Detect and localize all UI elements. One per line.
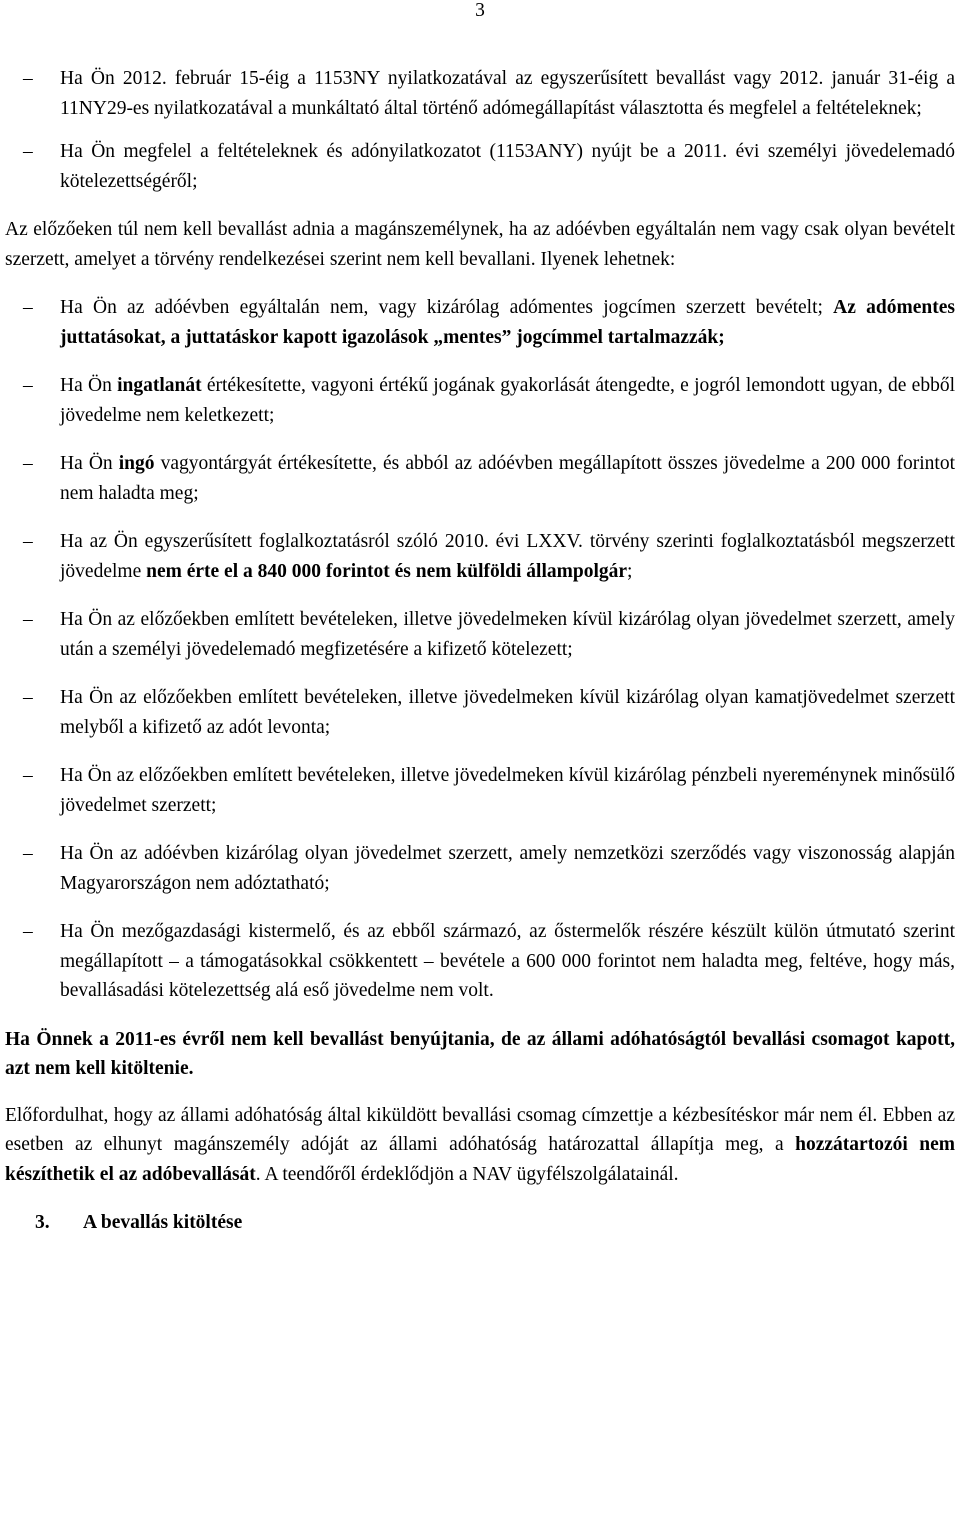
dash-bullet: – (23, 843, 33, 864)
list-item (5, 293, 955, 352)
dash-bullet: – (23, 531, 33, 552)
list-item (5, 917, 955, 1006)
bold-text-run: ingó (118, 453, 155, 474)
list-item (5, 683, 955, 742)
text-run: Ha Ön megfelel a feltételeknek és adónyilatkozatot (1153ANY) nyújt be a 2011. évi személyi jövedelemadó kötelezettségéről; (60, 141, 955, 192)
text-run: Ha Ön az adóévben egyáltalán nem, vagy kizárólag adómentes jogcímen szerzett bevételt; (60, 297, 834, 318)
text-run: Ha Ön (60, 453, 119, 474)
bold-text-run: hozzátartozói nem készíthetik el az adóbevallását (5, 1134, 955, 1185)
text-run: Előfordulhat, hogy az állami adóhatóság által kiküldött bevallási csomag címzettje a kézbesítéskor már nem él. Ebben az esetben az elhunyt magánszemély adóját az állami adóhatóság határozattal állapítja meg, a (5, 1104, 955, 1155)
text-run: értékesítette, vagyoni értékű jogának gyakorlását átengedte, e jogról lemondott ugyan, de ebből jövedelme nem keletkezett; (60, 375, 955, 426)
bold-text-run: ingatlanát (117, 375, 202, 396)
dash-bullet: – (23, 68, 33, 89)
deceased-taxpayer-paragraph (5, 1101, 955, 1190)
list-item (5, 137, 955, 196)
dash-bullet: – (23, 453, 33, 474)
list-item (5, 761, 955, 820)
dash-bullet: – (23, 765, 33, 786)
text-run: Ha Ön 2012. február 15-éig a 1153NY nyilatkozatával az egyszerűsített bevallást vagy 2012. január 31-éig a 11NY29-es nyilatkozatával a munkáltató által történő adómegállapítást választotta és megfelel a feltételeknek; (60, 68, 955, 119)
section-number: 3. (35, 1212, 50, 1233)
text-run: Ha Ön az előzőekben említett bevételeken, illetve jövedelmeken kívül kizárólag olyan kamatjövedelmet szerzett melyből a kifizető az adót levonta; (60, 687, 955, 738)
list-item (5, 527, 955, 586)
list-item (5, 605, 955, 664)
document-body (5, 64, 955, 1238)
dash-bullet: – (23, 687, 33, 708)
section-heading (35, 1208, 955, 1238)
dash-bullet: – (23, 141, 33, 162)
bold-text-run: Az adómentes juttatásokat, a juttatáskor kapott igazolások „mentes” jogcímmel tartalmazzák; (60, 297, 955, 348)
intro-paragraph: Az előzőeken túl nem kell bevallást adnia a magánszemélynek, ha az adóévben egyáltalán nem vagy csak olyan bevételt szerzett, amelyet a törvény rendelkezései szerint nem kell bevallani. Ilyenek lehetnek: (5, 219, 955, 270)
list-item (5, 449, 955, 508)
text-run: Ha Ön az előzőekben említett bevételeken, illetve jövedelmeken kívül kizárólag pénzbeli nyereménynek minősülő jövedelmet szerzett; (60, 765, 955, 816)
text-run: ; (627, 560, 633, 582)
dash-bullet: – (23, 921, 33, 942)
section-title: A bevallás kitöltése (83, 1212, 243, 1233)
list-item (5, 64, 955, 123)
conditions-list (5, 64, 955, 196)
text-run: Ha Ön az előzőekben említett bevételeken, illetve jövedelmeken kívül kizárólag olyan jövedelmet szerzett, amely után a személyi jövedelemadó megfizetésére a kifizető kötelezett; (60, 609, 955, 660)
page-number: 3 (475, 0, 485, 21)
text-run: Ha Ön az adóévben kizárólag olyan jövedelmet szerzett, amely nemzetközi szerződés vagy viszonosság alapján Magyarországon nem adóztatható; (60, 843, 955, 894)
list-item (5, 371, 955, 430)
dash-bullet: – (23, 297, 33, 318)
text-run: Ha Ön (60, 375, 118, 396)
list-item (5, 839, 955, 898)
text-run: . A teendőről érdeklődjön a NAV ügyfélszolgálatainál. (255, 1163, 679, 1185)
dash-bullet: – (23, 609, 33, 630)
bold-text-run: nem érte el a 840 000 forintot és nem külföldi állampolgár (146, 560, 628, 582)
dash-bullet: – (23, 375, 33, 396)
bold-notice-text: Ha Önnek a 2011-es évről nem kell bevallást benyújtania, de az állami adóhatóságtól bevallási csomagot kapott, azt nem kell kitöltenie. (5, 1028, 955, 1079)
text-run: Ha az Ön egyszerűsített foglalkoztatásról szóló 2010. évi LXXV. törvény szerinti foglalkoztatásból megszerzett jövedelme (60, 531, 955, 582)
bold-notice-paragraph (5, 1025, 955, 1084)
text-run: vagyontárgyát értékesítette, és abból az adóévben megállapított összes jövedelme a 200 000 forintot nem haladta meg; (60, 453, 955, 504)
exemptions-list (5, 293, 955, 1006)
text-run: Ha Ön mezőgazdasági kistermelő, és az ebből származó, az őstermelők részére készült külön útmutató szerint megállapított – a támogatásokkal csökkentett – bevétele a 600 000 forintot nem haladta meg, feltéve, hogy más, bevallásadási kötelezettség alá eső jövedelme nem volt. (60, 921, 955, 1001)
